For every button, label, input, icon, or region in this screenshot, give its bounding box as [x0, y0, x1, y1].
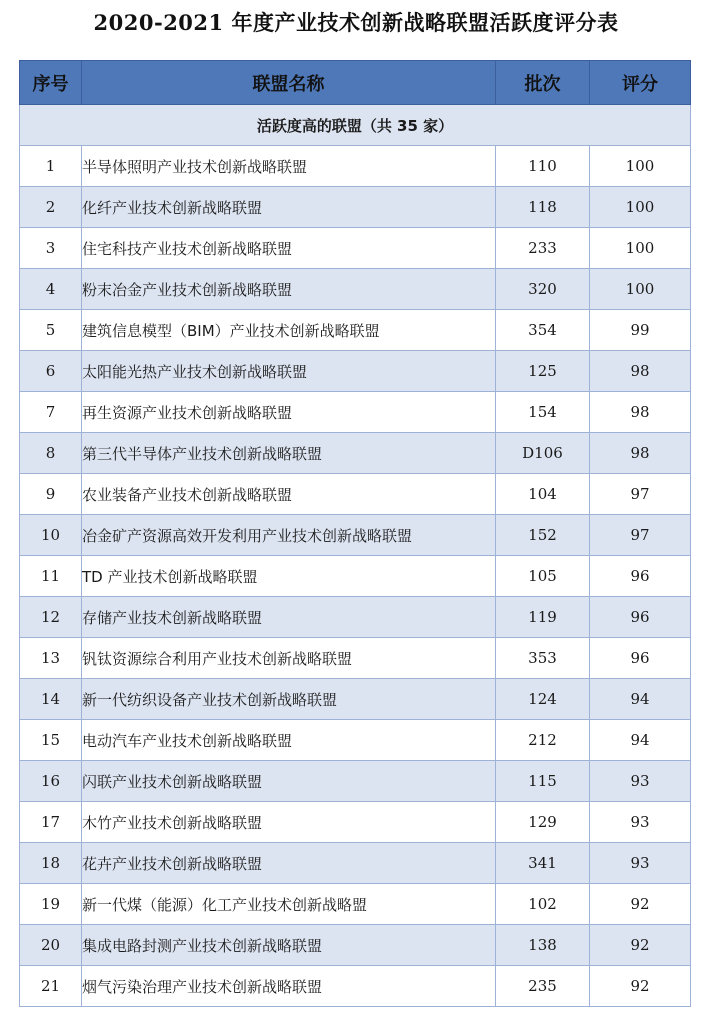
cell-index: 16: [20, 761, 82, 802]
cell-index: 18: [20, 843, 82, 884]
cell-alliance-name: 闪联产业技术创新战略联盟: [82, 761, 496, 802]
cell-alliance-name: 住宅科技产业技术创新战略联盟: [82, 228, 496, 269]
group-row: [20, 105, 691, 146]
table-row: [20, 556, 691, 597]
cell-alliance-name: 冶金矿产资源高效开发利用产业技术创新战略联盟: [82, 515, 496, 556]
cell-index: 11: [20, 556, 82, 597]
cell-index: 3: [20, 228, 82, 269]
table-row: [20, 843, 691, 884]
cell-score: 98: [590, 392, 691, 433]
cell-index: 2: [20, 187, 82, 228]
cell-index: 15: [20, 720, 82, 761]
cell-score: 98: [590, 433, 691, 474]
cell-score: 96: [590, 638, 691, 679]
cell-alliance-name: 半导体照明产业技术创新战略联盟: [82, 146, 496, 187]
header-batch: 批次: [496, 61, 590, 105]
cell-index: 8: [20, 433, 82, 474]
cell-alliance-name: 木竹产业技术创新战略联盟: [82, 802, 496, 843]
table-body: [20, 105, 691, 1007]
header-index: 序号: [20, 61, 82, 105]
table-row: [20, 720, 691, 761]
table-row: [20, 679, 691, 720]
table-row: [20, 925, 691, 966]
cell-alliance-name: 钒钛资源综合利用产业技术创新战略联盟: [82, 638, 496, 679]
cell-batch: 124: [496, 679, 590, 720]
cell-score: 99: [590, 310, 691, 351]
cell-alliance-name: 建筑信息模型（BIM）产业技术创新战略联盟: [82, 310, 496, 351]
cell-index: 10: [20, 515, 82, 556]
cell-score: 92: [590, 884, 691, 925]
cell-batch: 129: [496, 802, 590, 843]
cell-batch: 138: [496, 925, 590, 966]
table-row: [20, 187, 691, 228]
cell-index: 13: [20, 638, 82, 679]
group-label: 活跃度高的联盟（共 35 家）: [20, 105, 691, 146]
cell-score: 96: [590, 597, 691, 638]
cell-batch: 320: [496, 269, 590, 310]
header-score: 评分: [590, 61, 691, 105]
cell-alliance-name: 粉末冶金产业技术创新战略联盟: [82, 269, 496, 310]
document-title: 2020-2021 年度产业技术创新战略联盟活跃度评分表: [93, 10, 619, 35]
table-row: [20, 474, 691, 515]
cell-batch: 354: [496, 310, 590, 351]
cell-score: 100: [590, 269, 691, 310]
cell-batch: 110: [496, 146, 590, 187]
header-name: 联盟名称: [82, 61, 496, 105]
cell-alliance-name: 第三代半导体产业技术创新战略联盟: [82, 433, 496, 474]
cell-alliance-name: 太阳能光热产业技术创新战略联盟: [82, 351, 496, 392]
table-row: [20, 310, 691, 351]
cell-batch: 105: [496, 556, 590, 597]
table-row: [20, 351, 691, 392]
cell-alliance-name: TD 产业技术创新战略联盟: [82, 556, 496, 597]
cell-score: 100: [590, 187, 691, 228]
cell-score: 94: [590, 679, 691, 720]
cell-alliance-name: 农业装备产业技术创新战略联盟: [82, 474, 496, 515]
cell-alliance-name: 再生资源产业技术创新战略联盟: [82, 392, 496, 433]
cell-index: 14: [20, 679, 82, 720]
cell-score: 92: [590, 925, 691, 966]
cell-index: 19: [20, 884, 82, 925]
table-row: [20, 228, 691, 269]
cell-index: 9: [20, 474, 82, 515]
cell-index: 20: [20, 925, 82, 966]
cell-index: 5: [20, 310, 82, 351]
cell-score: 93: [590, 761, 691, 802]
cell-batch: 119: [496, 597, 590, 638]
cell-score: 97: [590, 515, 691, 556]
cell-batch: 104: [496, 474, 590, 515]
cell-batch: 233: [496, 228, 590, 269]
cell-alliance-name: 花卉产业技术创新战略联盟: [82, 843, 496, 884]
table-row: [20, 269, 691, 310]
cell-score: 100: [590, 228, 691, 269]
cell-index: 7: [20, 392, 82, 433]
cell-batch: 154: [496, 392, 590, 433]
cell-index: 12: [20, 597, 82, 638]
table-row: [20, 433, 691, 474]
table-row: [20, 515, 691, 556]
table-row: [20, 146, 691, 187]
cell-batch: 102: [496, 884, 590, 925]
cell-alliance-name: 集成电路封测产业技术创新战略联盟: [82, 925, 496, 966]
cell-score: 96: [590, 556, 691, 597]
cell-batch: D106: [496, 433, 590, 474]
cell-score: 98: [590, 351, 691, 392]
table-row: [20, 597, 691, 638]
cell-batch: 152: [496, 515, 590, 556]
cell-alliance-name: 烟气污染治理产业技术创新战略联盟: [82, 966, 496, 1007]
cell-batch: 235: [496, 966, 590, 1007]
table-row: [20, 392, 691, 433]
cell-alliance-name: 新一代纺织设备产业技术创新战略联盟: [82, 679, 496, 720]
table-header-row: [20, 61, 691, 105]
cell-alliance-name: 电动汽车产业技术创新战略联盟: [82, 720, 496, 761]
cell-batch: 353: [496, 638, 590, 679]
cell-score: 92: [590, 966, 691, 1007]
table-row: [20, 802, 691, 843]
table-row: [20, 966, 691, 1007]
cell-index: 6: [20, 351, 82, 392]
table-row: [20, 884, 691, 925]
alliance-score-table: [19, 60, 691, 1007]
cell-index: 1: [20, 146, 82, 187]
cell-score: 93: [590, 802, 691, 843]
cell-batch: 125: [496, 351, 590, 392]
cell-score: 93: [590, 843, 691, 884]
cell-alliance-name: 新一代煤（能源）化工产业技术创新战略盟: [82, 884, 496, 925]
cell-score: 100: [590, 146, 691, 187]
cell-alliance-name: 化纤产业技术创新战略联盟: [82, 187, 496, 228]
table-row: [20, 761, 691, 802]
cell-index: 21: [20, 966, 82, 1007]
cell-index: 4: [20, 269, 82, 310]
cell-batch: 115: [496, 761, 590, 802]
cell-batch: 212: [496, 720, 590, 761]
cell-batch: 118: [496, 187, 590, 228]
cell-score: 94: [590, 720, 691, 761]
table-row: [20, 638, 691, 679]
cell-score: 97: [590, 474, 691, 515]
cell-index: 17: [20, 802, 82, 843]
cell-batch: 341: [496, 843, 590, 884]
cell-alliance-name: 存储产业技术创新战略联盟: [82, 597, 496, 638]
